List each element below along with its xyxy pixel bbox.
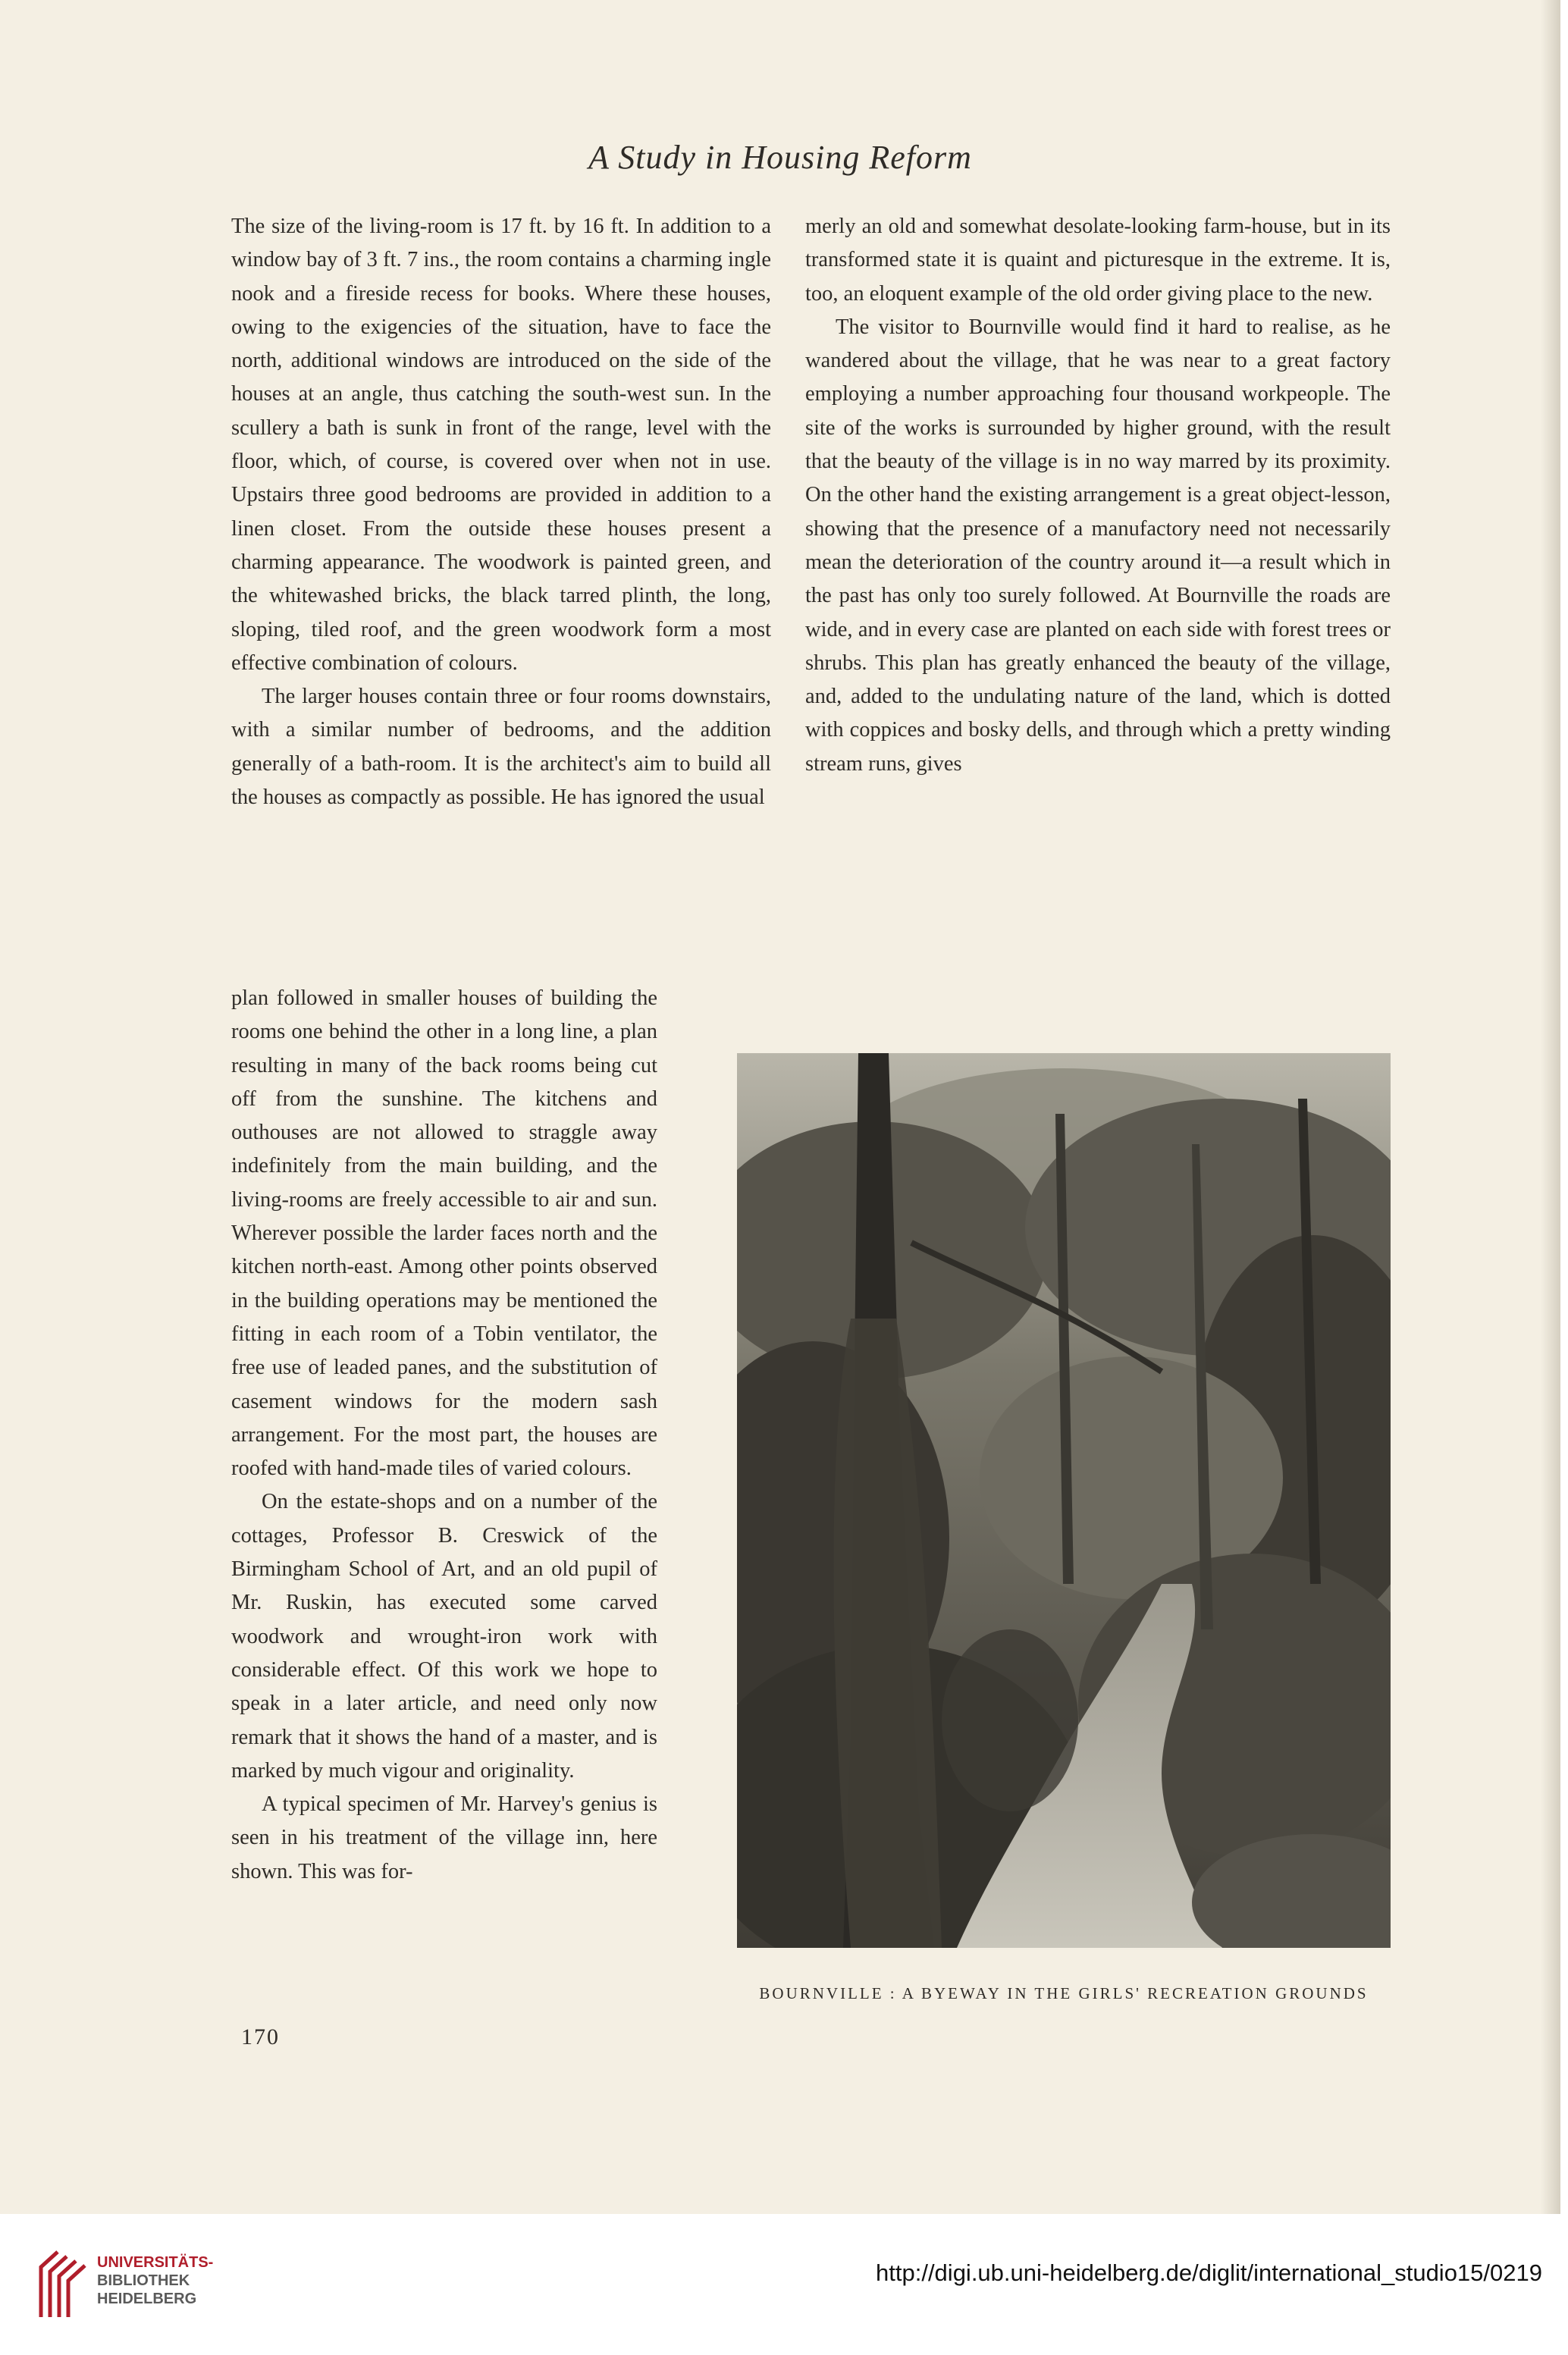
left-column-upper <box>231 210 771 814</box>
library-emblem-icon <box>35 2244 89 2320</box>
digitization-footer <box>0 2214 1568 2355</box>
paragraph: merly an old and somewhat desolate-looking farm-house, but in its transformed state it is quaint and picturesque in the extreme. It is, too, an eloquent example of the old order giving place to the new. <box>805 215 1391 306</box>
library-name <box>97 2253 213 2308</box>
page-number: 170 <box>241 2024 280 2049</box>
running-title: A Study in Housing Reform <box>588 139 972 176</box>
paragraph: On the estate-shops and on a number of the cottages, Professor B. Creswick of the Birmingham School of Art, and an old pupil of Mr. Ruskin, has executed some carved woodwork and wrought-iron work with considerable effect. Of this work we hope to speak in a later article, and need only now remark that it shows the hand of a master, and is marked by much vigour and originality. <box>231 1490 657 1783</box>
library-name-line: BIBLIOTHEK <box>97 2272 190 2289</box>
university-library-logo <box>35 2244 89 2324</box>
left-column-lower <box>231 982 657 1889</box>
paragraph: The visitor to Bournville would find it hard to realise, as he wandered about the village, that he was near to a great factory employing a number approaching four thousand workpeople. The site of the works is surrounded by higher ground, with the result that the beauty of the village is in no way marred by its proximity. On the other hand the existing arrangement is a great object-lesson, showing that the presence of a manufactory need not necessarily mean the deterioration of the country around it—a result which in the past has only too surely followed. At Bournville the roads are wide, and in every case are planted on each side with forest trees or shrubs. This plan has greatly enhanced the beauty of the village, and, added to the undulating nature of the land, which is dotted with coppices and bosky dells, and through which a pretty winding stream runs, gives <box>805 315 1391 776</box>
right-column <box>805 210 1391 781</box>
library-name-line: UNIVERSITÄTS- <box>97 2254 214 2271</box>
library-name-line: HEIDELBERG <box>97 2291 197 2307</box>
source-url[interactable]: http://digi.ub.uni-heidelberg.de/diglit/international_studio15/0219 <box>876 2259 1542 2286</box>
photo-caption: BOURNVILLE : A BYEWAY IN THE GIRLS' RECREATION GROUNDS <box>759 1984 1369 2002</box>
woodland-path-photo <box>737 1053 1391 1948</box>
paragraph: The larger houses contain three or four rooms downstairs, with a similar number of bedrooms, and the addition generally of a bath-room. It is the architect's aim to build all the houses as compactly as possible. He has ignored the usual <box>231 685 771 810</box>
paragraph: The size of the living-room is 17 ft. by 16 ft. In addition to a window bay of 3 ft. 7 ins., the room contains a charming ingle nook and a fireside recess for books. Where these houses, owing to the exigencies of the situation, have to face the north, additional windows are introduced on the side of the houses at an angle, thus catching the south-west sun. In the scullery a bath is sunk in front of the range, level with the floor, which, of course, is covered over when not in use. Upstairs three good bedrooms are provided in addition to a linen closet. From the outside these houses present a charming appearance. The woodwork is painted green, and the whitewashed bricks, the black tarred plinth, the long, sloping, tiled roof, and the green woodwork form a most effective combination of colours. <box>231 215 771 675</box>
paragraph: plan followed in smaller houses of building the rooms one behind the other in a long line, a plan resulting in many of the back rooms being cut off from the sunshine. The kitchens and outhouses are not allowed to straggle away indefinitely from the main building, and the living-rooms are freely accessible to air and sun. Wherever possible the larder faces north and the kitchen north-east. Among other points observed in the building operations may be mentioned the fitting in each room of a Tobin ventilator, the free use of leaded panes, and the substitution of casement windows for the modern sash arrangement. For the most part, the houses are roofed with hand-made tiles of varied colours. <box>231 986 657 1481</box>
photo-plate <box>737 1053 1391 1948</box>
paragraph: A typical specimen of Mr. Harvey's genius is seen in his treatment of the village inn, here shown. This was for- <box>231 1792 657 1883</box>
